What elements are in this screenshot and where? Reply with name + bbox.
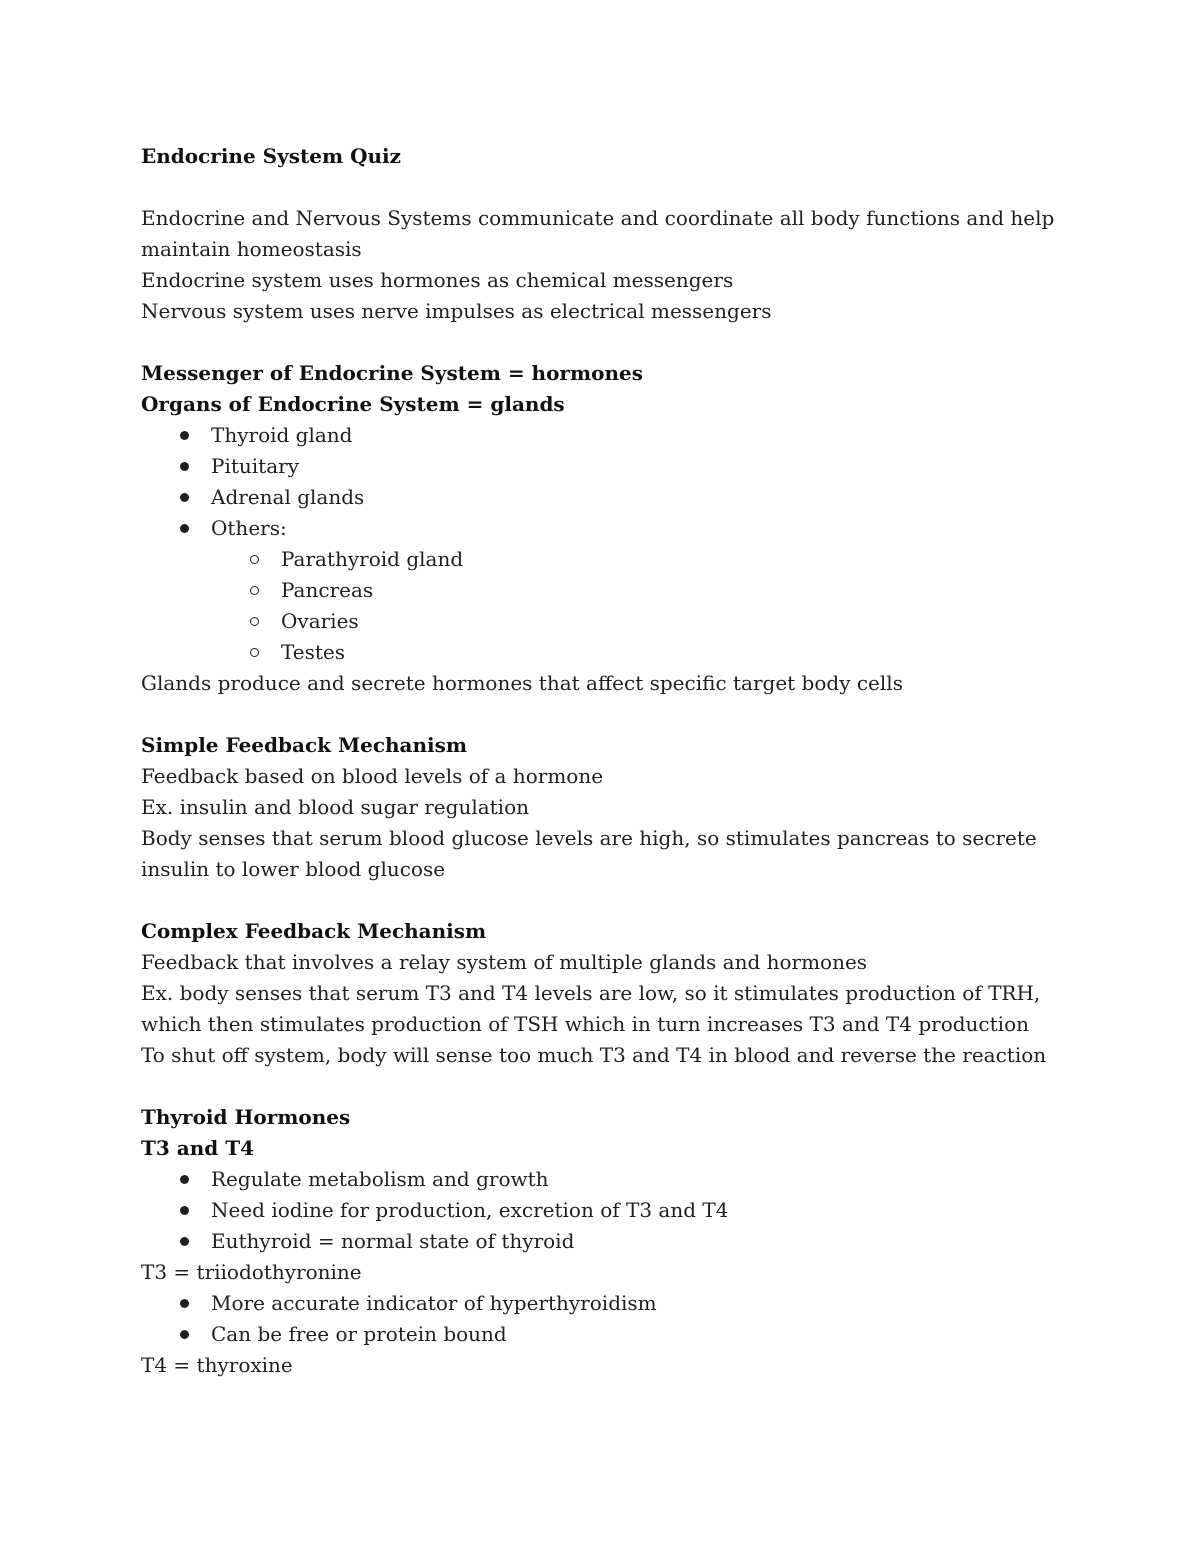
list-item [141,482,1076,513]
list-item [141,513,1076,544]
document-title: Endocrine System Quiz [141,144,401,168]
simple-feedback-line: Feedback based on blood levels of a hormone [141,764,604,788]
list-item-text: Need iodine for production, excretion of T3 and T4 [211,1198,729,1222]
bullet-icon [180,462,189,471]
list-item [141,1195,1076,1226]
circle-bullet-icon [250,648,259,657]
list-item-text: Pituitary [211,454,299,478]
spacer [141,327,1076,358]
t3-list [141,1288,1076,1350]
document-page [141,141,1076,1381]
circle-bullet-icon [250,617,259,626]
simple-feedback-heading: Simple Feedback Mechanism [141,733,468,757]
bullet-icon [180,524,189,533]
list-item-text: Pancreas [281,578,374,602]
list-item-text: Ovaries [281,609,359,633]
list-item-text: Others: [211,516,287,540]
list-item [141,606,1076,637]
simple-feedback-line: Ex. insulin and blood sugar regulation [141,795,529,819]
intro-line: Nervous system uses nerve impulses as electrical messengers [141,299,772,323]
list-item-text: More accurate indicator of hyperthyroidism [211,1291,657,1315]
t3-label: T3 = triiodothyronine [141,1260,362,1284]
t4-label: T4 = thyroxine [141,1353,293,1377]
intro-line: Endocrine and Nervous Systems communicate and coordinate all body functions and help maintain homeostasis [141,206,1055,261]
circle-bullet-icon [250,586,259,595]
list-item-text: Thyroid gland [211,423,353,447]
bullet-icon [180,1299,189,1308]
list-item [141,575,1076,606]
list-item-text: Regulate metabolism and growth [211,1167,549,1191]
list-item [141,544,1076,575]
list-item [141,420,1076,451]
bullet-icon [180,431,189,440]
spacer [141,172,1076,203]
bullet-icon [180,1206,189,1215]
bullet-icon [180,493,189,502]
list-item [141,1164,1076,1195]
organs-list [141,420,1076,544]
organs-heading: Organs of Endocrine System = glands [141,392,565,416]
bullet-icon [180,1330,189,1339]
spacer [141,885,1076,916]
list-item-text: Parathyroid gland [281,547,464,571]
bullet-icon [180,1237,189,1246]
complex-feedback-line: To shut off system, body will sense too much T3 and T4 in blood and reverse the reaction [141,1043,1047,1067]
other-organs-list [141,544,1076,668]
complex-feedback-heading: Complex Feedback Mechanism [141,919,487,943]
list-item-text: Adrenal glands [211,485,365,509]
complex-feedback-line: Feedback that involves a relay system of multiple glands and hormones [141,950,868,974]
complex-feedback-line: Ex. body senses that serum T3 and T4 levels are low, so it stimulates production of TRH, which then stimulates production of TSH which in turn increases T3 and T4 production [141,981,1041,1036]
messenger-heading: Messenger of Endocrine System = hormones [141,361,643,385]
list-item-text: Euthyroid = normal state of thyroid [211,1229,575,1253]
list-item-text: Testes [281,640,346,664]
spacer [141,1071,1076,1102]
circle-bullet-icon [250,555,259,564]
simple-feedback-line: Body senses that serum blood glucose levels are high, so stimulates pancreas to secrete insulin to lower blood glucose [141,826,1037,881]
spacer [141,699,1076,730]
thyroid-subheading: T3 and T4 [141,1136,255,1160]
list-item [141,1288,1076,1319]
list-item [141,637,1076,668]
intro-line: Endocrine system uses hormones as chemical messengers [141,268,734,292]
thyroid-list [141,1164,1076,1257]
list-item [141,451,1076,482]
list-item-text: Can be free or protein bound [211,1322,507,1346]
thyroid-heading: Thyroid Hormones [141,1105,351,1129]
glands-note: Glands produce and secrete hormones that affect specific target body cells [141,671,903,695]
list-item [141,1319,1076,1350]
bullet-icon [180,1175,189,1184]
list-item [141,1226,1076,1257]
